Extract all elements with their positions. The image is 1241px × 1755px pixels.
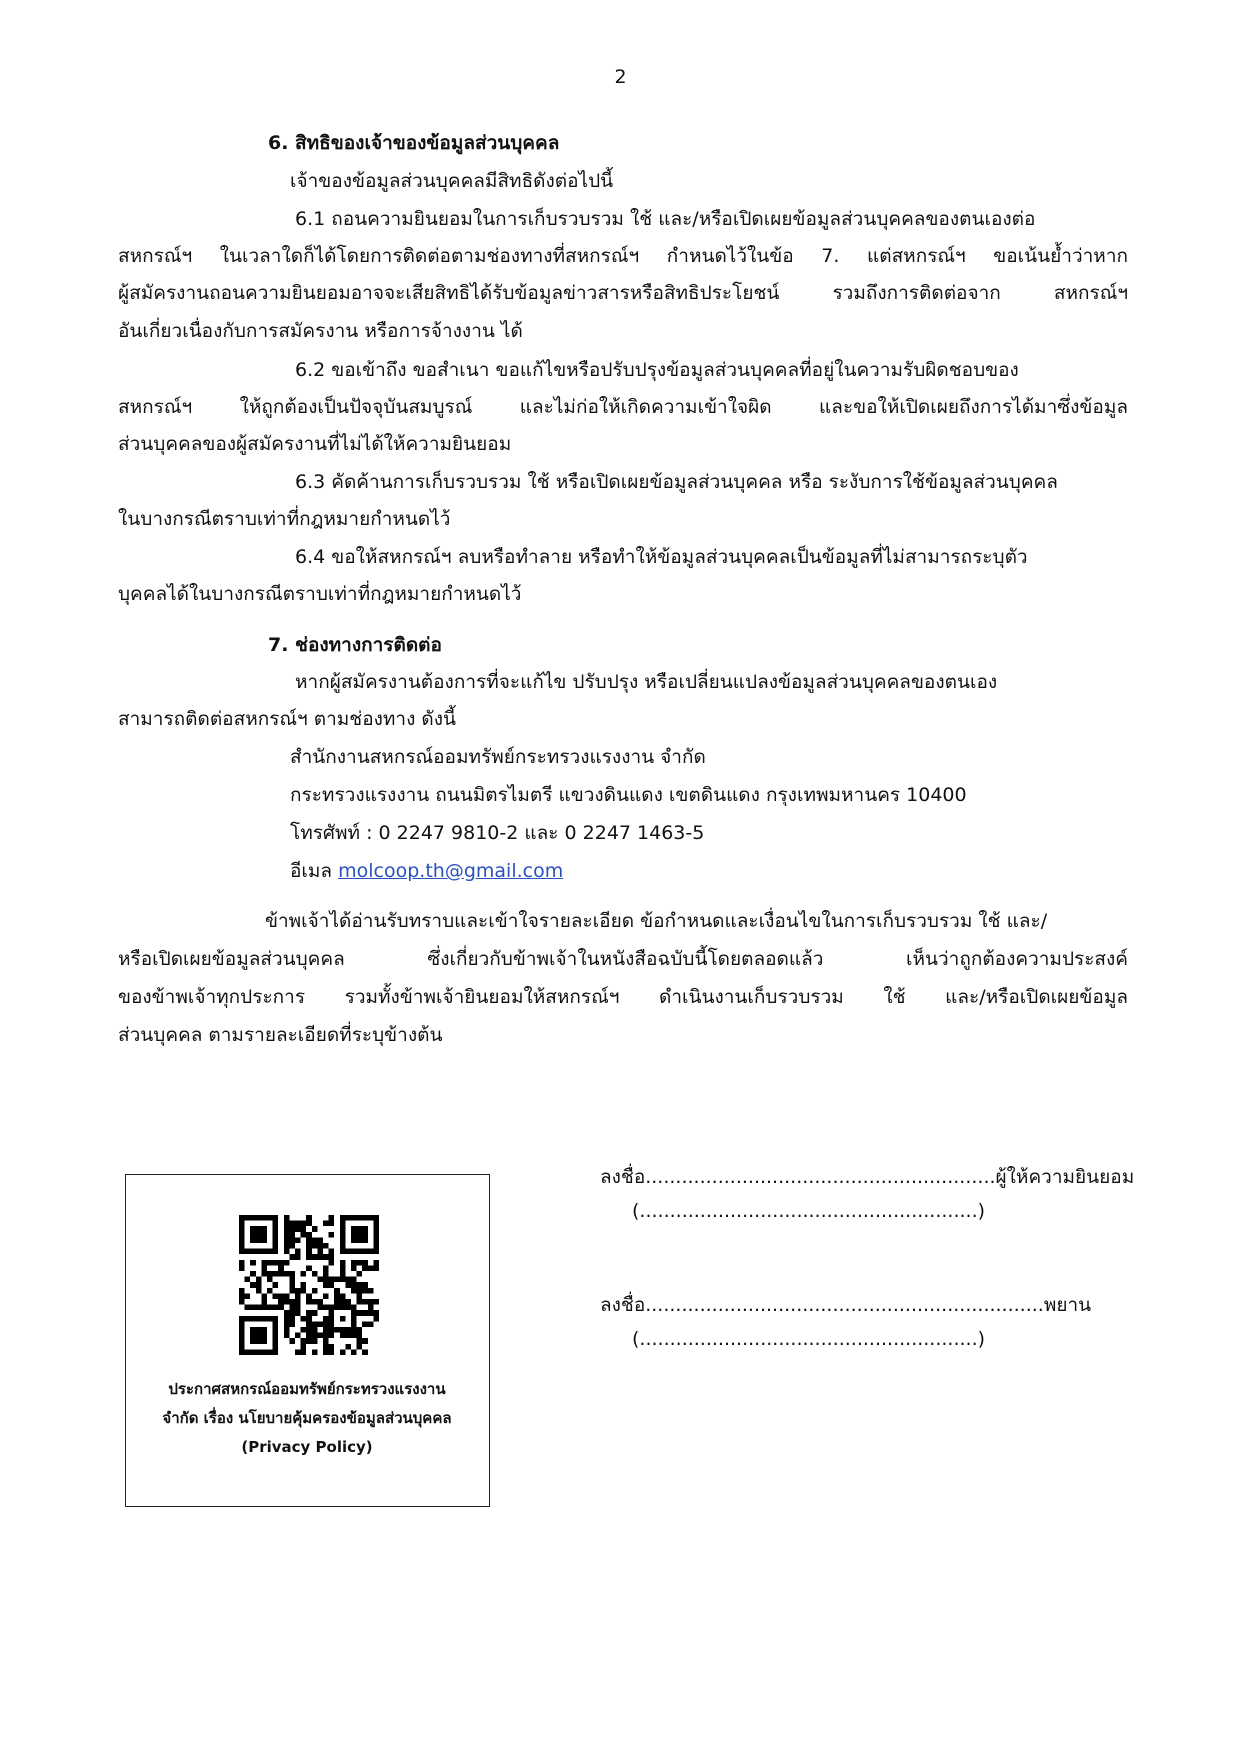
item1-line4: อันเกี่ยวเนื่องกับการสมัครงาน หรือการจ้างงาน ได้	[118, 320, 523, 342]
item1-line1: 6.1 ถอนความยินยอมในการเก็บรวบรวม ใช้ และ/หรือเปิดเผยข้อมูลส่วนบุคคลของตนเองต่อ	[295, 208, 1036, 230]
consenter-name-line: (........................................................)	[632, 1200, 986, 1222]
qr-caption-line3: (Privacy Policy)	[241, 1438, 373, 1456]
item2-line2: สหกรณ์ฯ ให้ถูกต้องเป็นปัจจุบันสมบูรณ์ และไม่ก่อให้เกิดความเข้าใจผิด และขอให้เปิดเผยถึงการได้มาซึ่งข้อมูล	[118, 396, 1128, 418]
email-label: อีเมล	[290, 860, 339, 882]
section7-heading: 7. ช่องทางการติดต่อ	[268, 634, 442, 656]
item2-line1: 6.2 ขอเข้าถึง ขอสำเนา ขอแก้ไขหรือปรับปรุงข้อมูลส่วนบุคคลที่อยู่ในความรับผิดชอบของ	[295, 359, 1019, 381]
section6-intro: เจ้าของข้อมูลส่วนบุคคลมีสิทธิดังต่อไปนี้	[290, 170, 614, 192]
item2-line3: ส่วนบุคคลของผู้สมัครงานที่ไม่ได้ให้ความยินยอม	[118, 433, 512, 455]
witness-name-line: (........................................................)	[632, 1328, 986, 1350]
qr-caption-line2: จำกัด เรื่อง นโยบายคุ้มครองข้อมูลส่วนบุคคล	[162, 1409, 452, 1427]
item3-line1: 6.3 คัดค้านการเก็บรวบรวม ใช้ หรือเปิดเผยข้อมูลส่วนบุคคล หรือ ระงับการใช้ข้อมูลส่วนบุคคล	[295, 471, 1058, 493]
office-email-row	[290, 856, 563, 886]
item4-line1: 6.4 ขอให้สหกรณ์ฯ ลบหรือทำลาย หรือทำให้ข้อมูลส่วนบุคคลเป็นข้อมูลที่ไม่สามารถระบุตัว	[295, 546, 1028, 568]
email-link[interactable]: molcoop.th@gmail.com	[338, 860, 564, 882]
office-name: สำนักงานสหกรณ์ออมทรัพย์กระทรวงแรงงาน จำกัด	[290, 746, 706, 768]
section6-heading: 6. สิทธิของเจ้าของข้อมูลส่วนบุคคล	[268, 132, 560, 154]
consent-line3: ของข้าพเจ้าทุกประการ รวมทั้งข้าพเจ้ายินยอมให้สหกรณ์ฯ ดำเนินงานเก็บรวบรวม ใช้ และ/หรือเปิดเผยข้อมูล	[118, 986, 1128, 1008]
item4-line2: บุคคลได้ในบางกรณีตราบเท่าที่กฎหมายกำหนดไว้	[118, 583, 522, 605]
page-number: 2	[614, 66, 627, 88]
witness-signature-line: ลงชื่อ..................................................................พยาน	[600, 1294, 1092, 1316]
consent-line1: ข้าพเจ้าได้อ่านรับทราบและเข้าใจรายละเอียด ข้อกำหนดและเงื่อนไขในการเก็บรวบรวม ใช้ และ/	[265, 910, 1048, 932]
consent-line2: หรือเปิดเผยข้อมูลส่วนบุคคล ซึ่งเกี่ยวกับข้าพเจ้าในหนังสือฉบับนี้โดยตลอดแล้ว เห็นว่าถูกต้องความประสงค์	[118, 948, 1128, 970]
qr-caption	[126, 1375, 488, 1462]
office-address: กระทรวงแรงงาน ถนนมิตรไมตรี แขวงดินแดง เขตดินแดง กรุงเทพมหานคร 10400	[290, 784, 967, 806]
item3-line2: ในบางกรณีตราบเท่าที่กฎหมายกำหนดไว้	[118, 508, 451, 530]
qr-code-icon[interactable]	[239, 1215, 379, 1355]
qr-code-box	[125, 1174, 490, 1507]
consent-line4: ส่วนบุคคล ตามรายละเอียดที่ระบุข้างต้น	[118, 1024, 443, 1046]
consenter-signature-line: ลงชื่อ..........................................................ผู้ให้ความยินยอม	[600, 1166, 1135, 1188]
qr-caption-line1: ประกาศสหกรณ์ออมทรัพย์กระทรวงแรงงาน	[168, 1380, 446, 1398]
section7-intro-line1: หากผู้สมัครงานต้องการที่จะแก้ไข ปรับปรุง หรือเปลี่ยนแปลงข้อมูลส่วนบุคคลของตนเอง	[295, 671, 998, 693]
item1-line2: สหกรณ์ฯ ในเวลาใดก็ได้โดยการติดต่อตามช่องทางที่สหกรณ์ฯ กำหนดไว้ในข้อ 7. แต่สหกรณ์ฯ ขอเน้นย้ำว่าหาก	[118, 245, 1128, 267]
office-phone: โทรศัพท์ : 0 2247 9810-2 และ 0 2247 1463-5	[290, 822, 705, 844]
section7-intro-line2: สามารถติดต่อสหกรณ์ฯ ตามช่องทาง ดังนี้	[118, 708, 456, 730]
item1-line3: ผู้สมัครงานถอนความยินยอมอาจจะเสียสิทธิได้รับข้อมูลข่าวสารหรือสิทธิประโยชน์ รวมถึงการติดต่อจาก สหกรณ์ฯ	[118, 282, 1128, 304]
